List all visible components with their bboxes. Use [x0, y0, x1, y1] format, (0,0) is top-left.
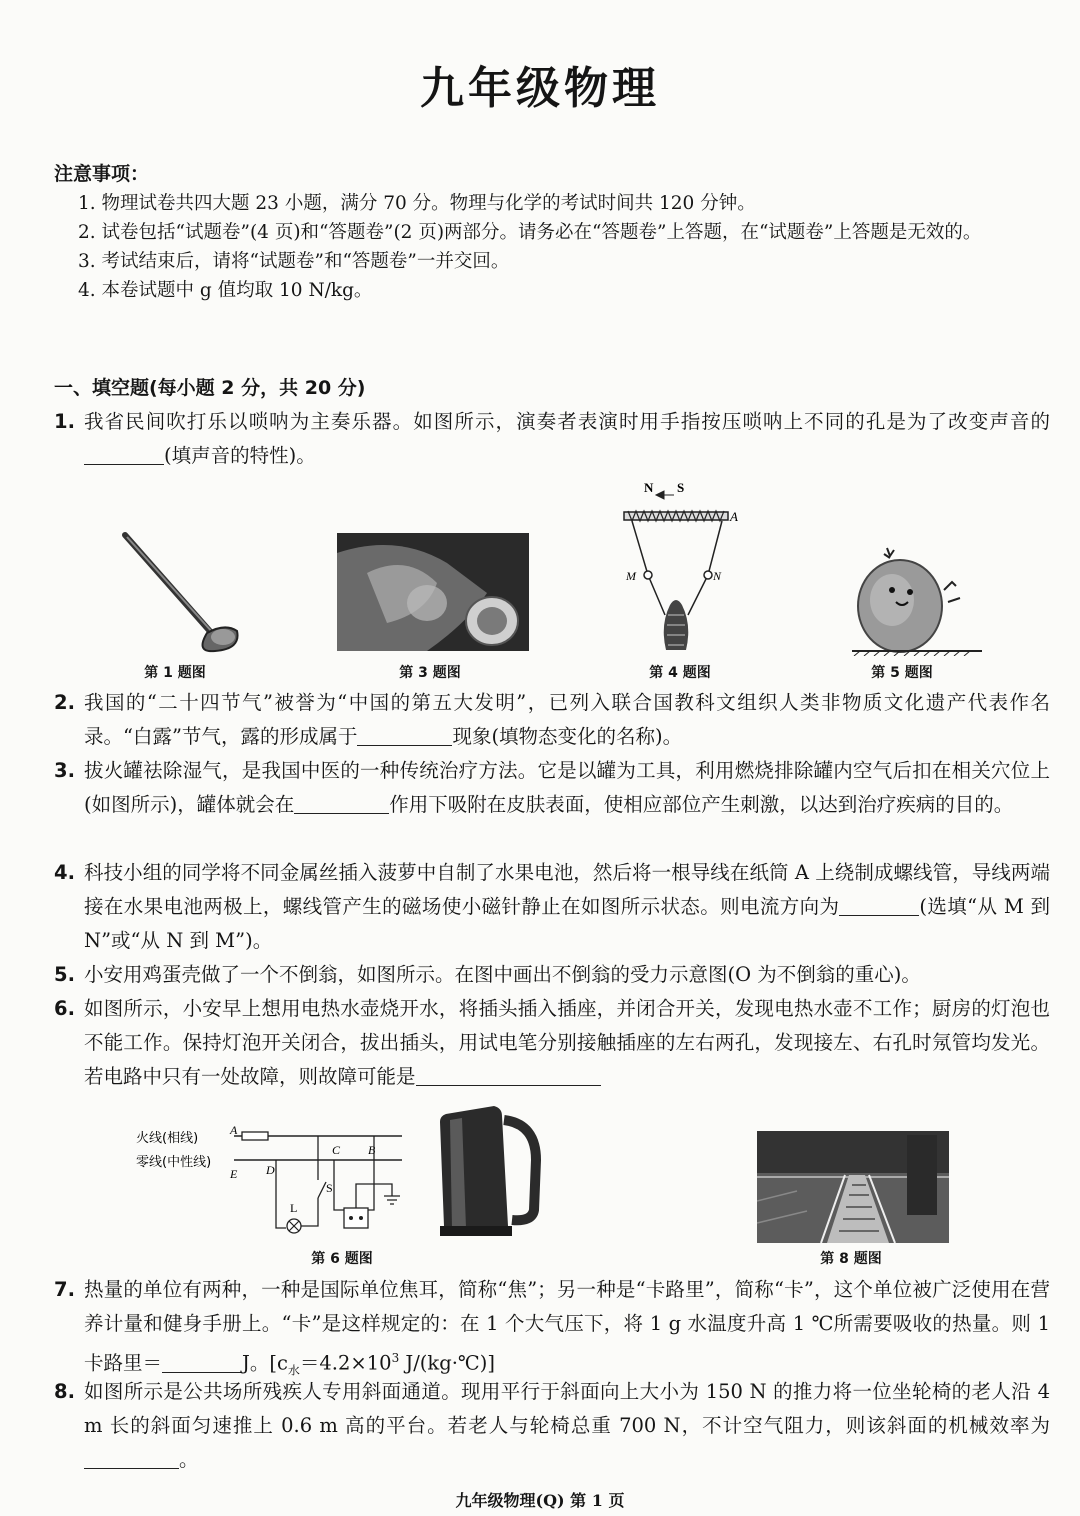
question-text: (填声音的特性)。 [164, 444, 316, 467]
question-text: 如图所示，小安早上想用电热水壶烧开水，将插头插入插座，并闭合开关，发现电热水壶不工作；厨房的灯泡也不能工作。保持灯泡开关闭合，拔出插头，用试电笔分别接触插座的左右两孔，发现接左、右孔时氖管均发光。若电路中只有一处故障，则故障可能是 [84, 997, 1050, 1088]
figure-caption: 第 5 题图 [871, 665, 933, 681]
question-number: 4. [54, 861, 75, 884]
question-text: J。[c [242, 1351, 288, 1375]
page-title: 九年级物理 [420, 63, 660, 114]
answer-blank[interactable] [294, 791, 389, 814]
subscript: 水 [287, 1363, 300, 1378]
note-item-2: 2. 试卷包括“试题卷”(4 页)和“答题卷”(2 页)两部分。请务必在“答题卷”上答题，在“试题卷”上答题是无效的。 [78, 222, 982, 243]
notes-block [54, 160, 1054, 305]
question-2 [54, 686, 1050, 754]
question-text: 我省民间吹打乐以唢呐为主奏乐器。如图所示，演奏者表演时用手指按压唢呐上不同的孔是为了改变声音的 [84, 410, 1050, 433]
wheelchair-ramp-photo [757, 1131, 949, 1243]
question-3 [54, 754, 1050, 822]
label-c: C [332, 1143, 341, 1157]
answer-blank[interactable] [357, 723, 452, 746]
label-n: N [644, 480, 654, 495]
question-number: 5. [54, 963, 75, 986]
figure-caption: 第 4 题图 [649, 665, 711, 681]
question-number: 8. [54, 1380, 75, 1403]
section-heading: 一、填空题(每小题 2 分，共 20 分) [54, 377, 366, 399]
page-footer: 九年级物理(Q) 第 1 页 [455, 1491, 625, 1510]
solenoid-circuit-diagram [610, 475, 750, 657]
neutral-wire-label: 零线(中性线) [136, 1155, 212, 1170]
question-text: 科技小组的同学将不同金属丝插入菠萝中自制了水果电池，然后将一根导线在纸筒 A 上绕制成螺线管，导线两端接在水果电池两极上，螺线管产生的磁场使小磁针静止在如图所示状态。则电流方向为 [84, 861, 1050, 918]
label-a: A [230, 1123, 238, 1137]
question-number: 7. [54, 1278, 75, 1301]
notes-header: 注意事项： [54, 163, 150, 185]
answer-blank[interactable] [416, 1063, 601, 1086]
question-4 [54, 856, 1050, 958]
question-6 [54, 992, 1050, 1094]
cupping-photo [337, 533, 529, 651]
label-m: M [626, 569, 636, 583]
question-text: J/(kg·℃)] [399, 1351, 495, 1375]
note-item-1: 1. 物理试卷共四大题 23 小题，满分 70 分。物理与化学的考试时间共 120 分钟。 [78, 193, 756, 214]
tumbler-toy-image [852, 540, 982, 656]
question-text: 。 [179, 1448, 199, 1471]
live-wire-label: 火线(相线) [136, 1131, 199, 1146]
answer-blank[interactable] [839, 893, 919, 916]
question-text: 小安用鸡蛋壳做了一个不倒翁，如图所示。在图中画出不倒翁的受力示意图(O 为不倒翁的重心)。 [84, 963, 921, 986]
question-text: 拔火罐祛除湿气，是我国中医的一种传统治疗方法。它是以罐为工具，利用燃烧排除罐内空气后扣在相关穴位上(如图所示)，罐体就会在 [84, 759, 1050, 816]
question-text: 如图所示是公共场所残疾人专用斜面通道。现用平行于斜面向上大小为 150 N 的推力将一位坐轮椅的老人沿 4 m 长的斜面匀速推上 0.6 m 高的平台。若老人与轮椅总重 700 N，不计空气阻力，则该斜面的机械效率为 [84, 1380, 1050, 1437]
figure-caption: 第 6 题图 [311, 1251, 373, 1267]
label-b: B [368, 1143, 376, 1157]
question-number: 2. [54, 691, 75, 714]
question-text: (选填“从 M 到 N”或“从 N 到 M”)。 [84, 895, 1050, 952]
label-a: A [730, 509, 738, 524]
electric-kettle-image [432, 1100, 544, 1240]
answer-blank[interactable] [162, 1350, 242, 1373]
question-number: 6. [54, 997, 75, 1020]
label-s: S [326, 1181, 333, 1195]
question-text: ＝4.2×10 [299, 1351, 392, 1375]
question-number: 1. [54, 410, 75, 433]
figure-caption: 第 1 题图 [144, 665, 206, 681]
question-7 [54, 1273, 1050, 1387]
label-s: S [677, 480, 685, 495]
answer-blank[interactable] [84, 442, 164, 465]
label-e: E [230, 1167, 238, 1181]
label-l: L [290, 1201, 298, 1215]
note-item-3: 3. 考试结束后，请将“试题卷”和“答题卷”一并交回。 [78, 251, 510, 272]
figure-caption: 第 3 题图 [399, 665, 461, 681]
question-text: 热量的单位有两种，一种是国际单位焦耳，简称“焦”；另一种是“卡路里”，简称“卡”，这个单位被广泛使用在营养计量和健身手册上。“卡”是这样规定的：在 1 个大气压下，将 1 g 水温度升高 1 ℃所需要吸收的热量。则 1 卡路里＝ [84, 1278, 1050, 1375]
label-d: D [266, 1163, 275, 1177]
note-item-4: 4. 本卷试题中 g 值均取 10 N/kg。 [78, 280, 373, 301]
superscript: 3 [391, 1351, 400, 1365]
question-text: 我国的“二十四节气”被誉为“中国的第五大发明”，已列入联合国教科文组织人类非物质文化遗产代表作名录。“白露”节气，露的形成属于 [84, 691, 1050, 748]
question-5 [54, 958, 1050, 992]
question-number: 3. [54, 759, 75, 782]
household-circuit-diagram [136, 1120, 412, 1240]
question-text: 现象(填物态变化的名称)。 [452, 725, 683, 748]
question-1 [54, 405, 1050, 473]
suona-image [115, 525, 245, 655]
figure-caption: 第 8 题图 [820, 1251, 882, 1267]
label-n2: N [713, 569, 722, 583]
answer-blank[interactable] [84, 1446, 179, 1469]
question-text: 作用下吸附在皮肤表面，使相应部位产生刺激，以达到治疗疾病的目的。 [389, 793, 1014, 816]
question-8 [54, 1375, 1050, 1477]
